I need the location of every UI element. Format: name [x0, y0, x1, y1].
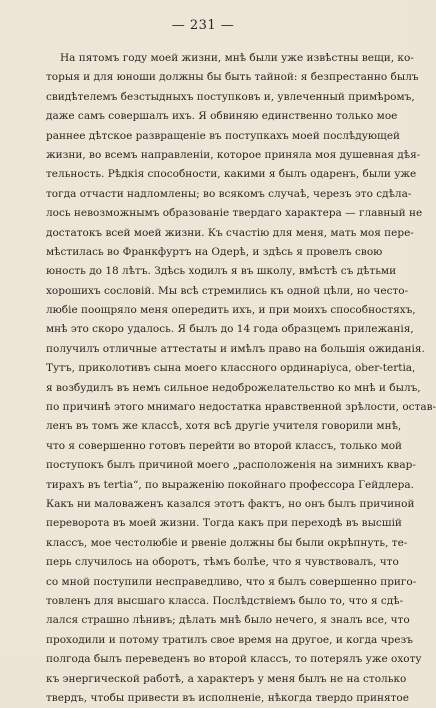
- text-line: классъ, мое честолюбіе и рвеніе должны бы были окрѣпнуть, те-: [46, 536, 408, 549]
- page-number: — 231 —: [171, 18, 235, 33]
- body-text: [46, 49, 436, 708]
- text-line: достатокъ всей моей жизни. Къ счастію для меня, мать моя пере-: [46, 226, 414, 239]
- text-line: Тутъ, приколотивъ сына моего классного ординаріуса, ober-tertia,: [46, 362, 416, 375]
- text-line: что я совершенно готовъ перейти во второй классъ, только мой: [46, 439, 403, 452]
- text-line: я возбудилъ въ немъ сильное недоброжелательство ко мнѣ и былъ,: [46, 381, 421, 394]
- text-line: переворота въ моей жизни. Тогда какъ при переходѣ въ высшій: [46, 517, 402, 530]
- text-line: На пятомъ году моей жизни, мнѣ были уже извѣстны вещи, ко-: [60, 52, 414, 64]
- text-line: поступокъ былъ причиной моего „расположенія на зимнихъ квар-: [46, 459, 416, 472]
- text-line: лался страшно лѣнивъ; дѣлать мнѣ было нечего, я зналъ все, что: [46, 614, 410, 627]
- text-line: товленъ для высшаго класса. Послѣдствіемъ было то, что я сдѣ-: [46, 594, 404, 607]
- text-line: лось невозможнымъ образованіе твердаго характера — главный не: [46, 207, 423, 220]
- text-line: Какъ ни маловаженъ казался этотъ фактъ, но онъ былъ причиной: [46, 497, 415, 510]
- text-line: торыя и для юноши должны бы быть тайной: я безпрестанно былъ: [46, 71, 419, 84]
- text-line: тельность. Рѣдкія способности, какими я былъ одаренъ, были уже: [46, 168, 417, 181]
- text-line: перь случилось на оборотъ, тѣмъ болѣе, что я чувствовалъ, что: [46, 556, 399, 569]
- text-line: по причинѣ этого мнимаго недостатка нравственной зрѣлости, остав-: [46, 401, 436, 414]
- text-line: со мной поступили несправедливо, что я былъ совершенно приго-: [46, 575, 417, 588]
- text-line: хорошихъ сословій. Мы всѣ стремились къ одной цѣли, но често-: [46, 284, 409, 297]
- text-line: жизни, во всемъ направленіи, которое приняла моя душевная дѣя-: [46, 148, 421, 161]
- text-line: даже самъ совершалъ ихъ. Я обвиняю единственно только мое: [46, 110, 398, 123]
- text-line: проходили и потому тратилъ свое время на другое, и когда чрезъ: [46, 633, 413, 646]
- text-line: ленъ въ томъ же классѣ, хотя всѣ другіе учителя говорили мнѣ,: [46, 420, 402, 433]
- text-line: юность до 18 лѣтъ. Здѣсь ходилъ я въ школу, вмѣстѣ съ дѣтьми: [46, 265, 397, 278]
- text-line: полгода былъ переведенъ во второй классъ, то потерялъ уже охоту: [46, 653, 422, 666]
- text-line: мнѣ это скоро удалось. Я былъ до 14 года образцемъ прилежанія,: [46, 323, 414, 336]
- text-line: тогда отчасти надломлены; во всякомъ случаѣ, черезъ это сдѣла-: [46, 187, 412, 200]
- text-line: раннее дѣтское развращеніе въ поступкахъ моей послѣдующей: [46, 129, 401, 142]
- text-line: любіе поощряло меня опередить ихъ, и при моихъ способностяхъ,: [46, 304, 416, 317]
- text-line: тирахъ въ tertia“, по выраженію покойнаго профессора Гейдлера.: [46, 478, 414, 491]
- text-line: свидѣтелемъ безстыдныхъ поступковъ и, увлеченный примѣромъ,: [46, 90, 415, 103]
- text-line: мѣстилась во Франкфуртъ на Одерѣ, и здѣсь я провелъ свою: [46, 245, 383, 258]
- text-line: твердъ, чтобы привести въ исполненіе, нѣкогда твердо принятое: [46, 691, 409, 704]
- text-line: получилъ отличные аттестаты и имѣлъ право на большія ожиданія.: [46, 342, 425, 355]
- text-line: къ энергической работѣ, а характеръ у меня былъ не на столько: [46, 672, 407, 685]
